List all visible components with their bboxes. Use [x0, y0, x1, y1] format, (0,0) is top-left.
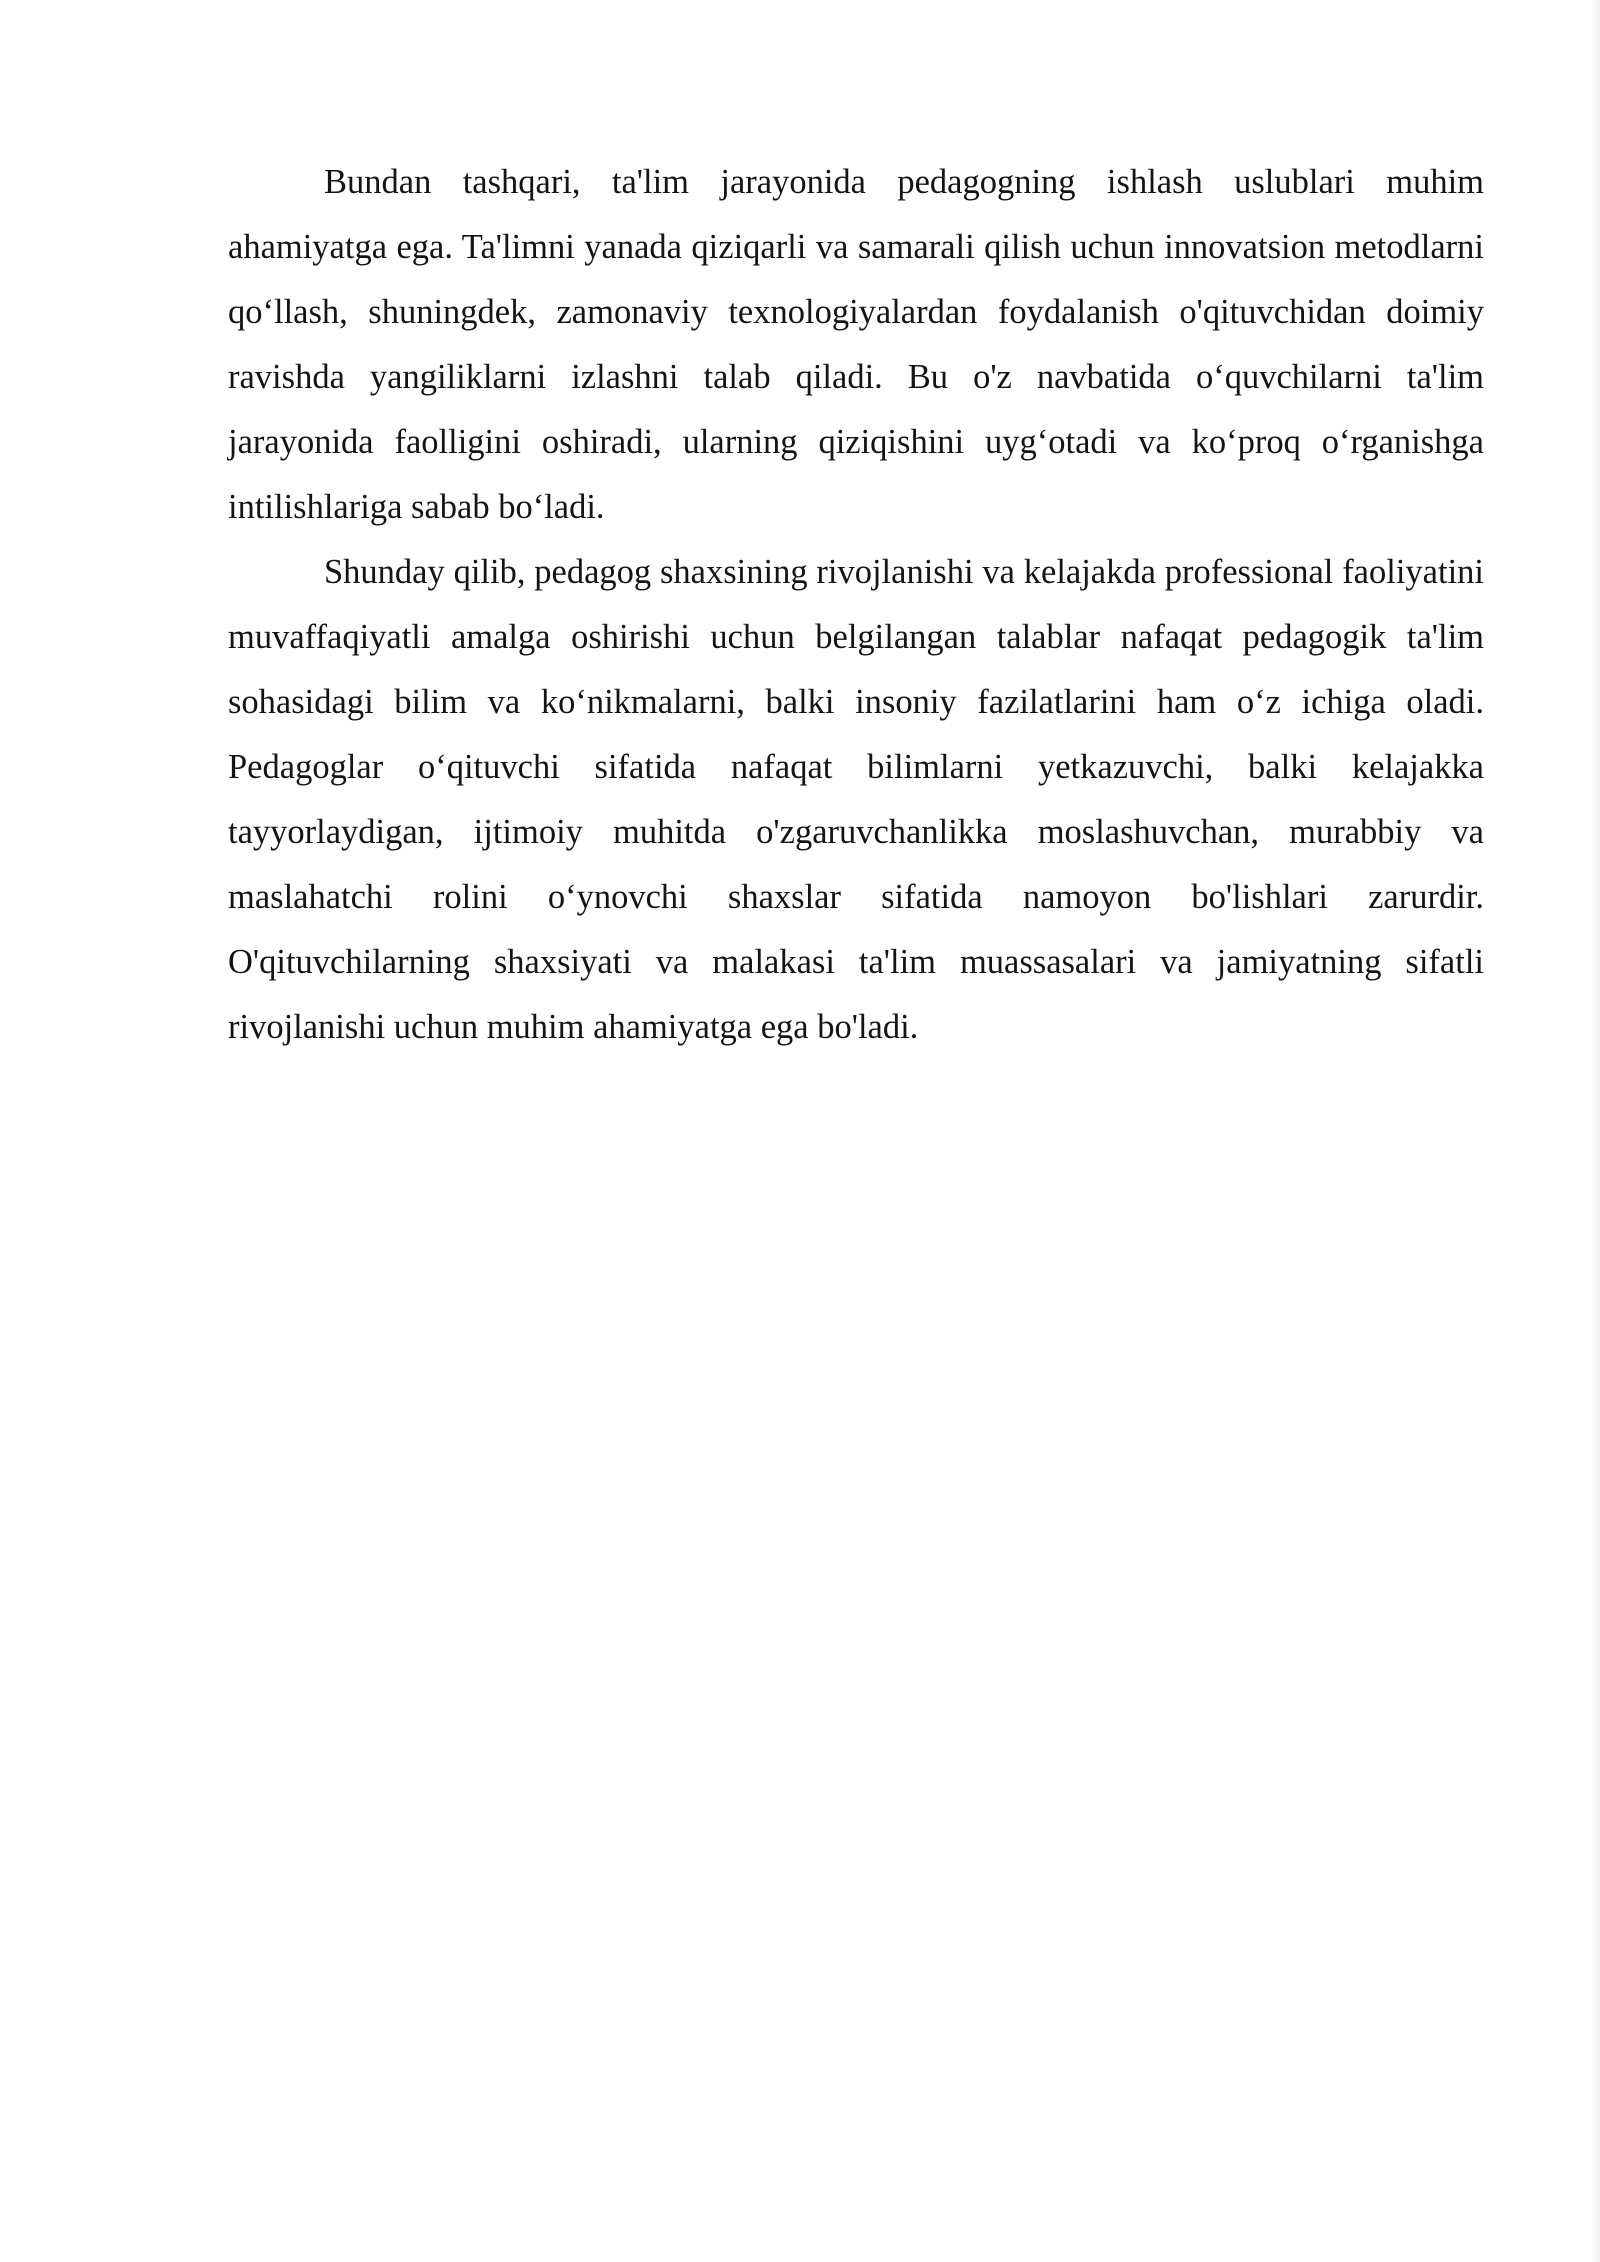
- paragraph-conclusion: Shunday qilib, pedagog shaxsining rivojlanishi va kelajakda professional faoliyatini muvaffaqiyatli amalga oshirishi uchun belgilangan talablar nafaqat pedagogik ta'lim sohasidagi bilim va ko‘nikmalarni, balki insoniy fazilatlarini ham o‘z ichiga oladi. Pedagoglar o‘qituvchi sifatida nafaqat bilimlarni yetkazuvchi, balki kelajakka tayyorlaydigan, ijtimoiy muhitda o'zgaruvchanlikka moslashuvchan, murabbiy va maslahatchi rolini o‘ynovchi shaxslar sifatida namoyon bo'lishlari zarurdir. O'qituvchilarning shaxsiyati va malakasi ta'lim muassasalari va jamiyatning sifatli rivojlanishi uchun muhim ahamiyatga ega bo'ladi.: [228, 553, 1484, 1046]
- document-body: [228, 150, 1484, 1060]
- page-edge-shadow: [1590, 0, 1600, 2262]
- paragraph-teaching-methods: Bundan tashqari, ta'lim jarayonida pedagogning ishlash uslublari muhim ahamiyatga ega. Ta'limni yanada qiziqarli va samarali qilish uchun innovatsion metodlarni qo‘llash, shuningdek, zamonaviy texnologiyalardan foydalanish o'qituvchidan doimiy ravishda yangiliklarni izlashni talab qiladi. Bu o'z navbatida o‘quvchilarni ta'lim jarayonida faolligini oshiradi, ularning qiziqishini uyg‘otadi va ko‘proq o‘rganishga intilishlariga sabab bo‘ladi.: [228, 163, 1484, 526]
